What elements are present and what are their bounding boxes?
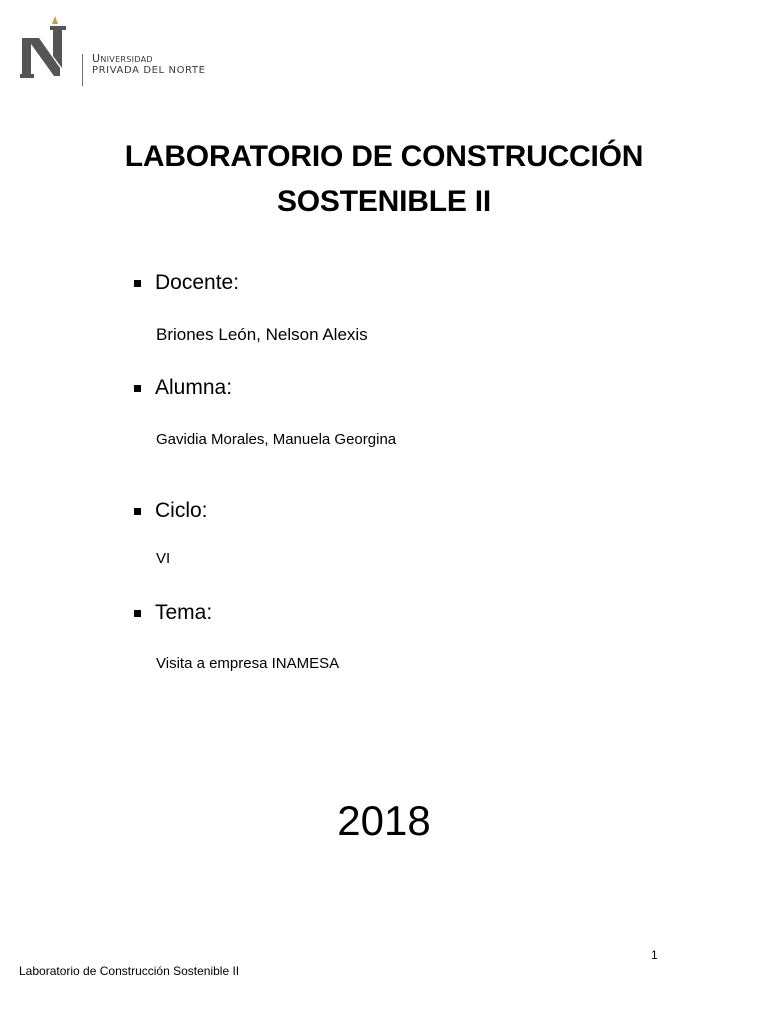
section-value-ciclo: VI xyxy=(156,550,171,567)
document-title-line-2: SOSTENIBLE II xyxy=(276,185,492,218)
document-title-line-1: LABORATORIO DE CONSTRUCCIÓN xyxy=(124,140,644,173)
section-label: Tema: xyxy=(155,601,213,624)
square-bullet-icon xyxy=(134,508,141,515)
logo-divider xyxy=(82,54,83,86)
square-bullet-icon xyxy=(134,280,141,287)
square-bullet-icon xyxy=(134,610,141,617)
section-tema xyxy=(134,600,212,626)
document-year: 2018 xyxy=(337,797,431,844)
section-value-alumna: Gavidia Morales, Manuela Georgina xyxy=(156,431,397,448)
page-number: 1 xyxy=(651,948,658,962)
section-label: Alumna: xyxy=(155,376,233,399)
section-ciclo xyxy=(134,498,208,524)
square-bullet-icon xyxy=(134,385,141,392)
logo-line-name: PRIVADA DEL NORTE xyxy=(92,65,206,76)
page-footer: Laboratorio de Construcción Sostenible II xyxy=(19,964,240,978)
upn-logo-icon xyxy=(20,16,70,78)
section-docente xyxy=(134,270,239,296)
section-value-tema: Visita a empresa INAMESA xyxy=(156,655,340,672)
section-alumna xyxy=(134,375,232,401)
section-label: Ciclo: xyxy=(155,499,208,522)
section-value-docente: Briones León, Nelson Alexis xyxy=(156,325,368,344)
section-label: Docente: xyxy=(155,271,240,294)
university-logo xyxy=(20,16,230,78)
logo-text xyxy=(92,53,205,76)
logo-line-university: Universidad xyxy=(92,52,153,65)
